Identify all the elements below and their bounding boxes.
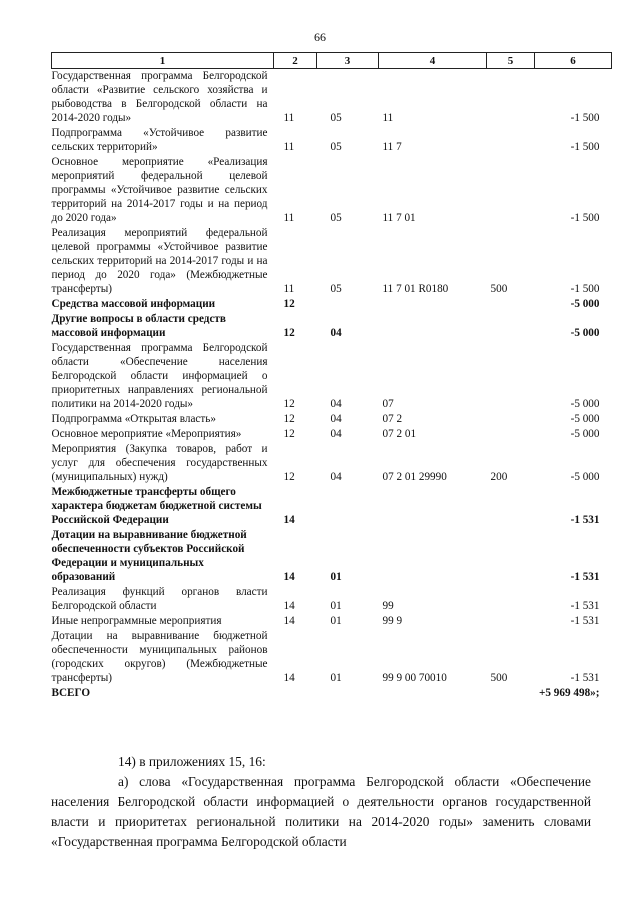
row-name-cell: Основное мероприятие «Мероприятия» xyxy=(51,428,242,440)
row-c6-cell: -5 000 xyxy=(570,327,600,339)
row-c6-cell: -5 000 xyxy=(570,298,600,310)
page-number: 66 xyxy=(314,30,326,44)
row-c3-cell: 01 xyxy=(330,600,342,612)
row-c2-cell: 12 xyxy=(283,398,295,410)
row-c4-cell: 11 xyxy=(382,112,394,124)
row-c5-cell xyxy=(487,341,535,412)
header-cell: 4 xyxy=(379,53,487,69)
row-c5-cell: 200 xyxy=(490,471,508,483)
row-c4-cell: 07 2 01 29990 xyxy=(382,471,447,483)
table-row xyxy=(52,226,612,297)
row-c3-cell: 05 xyxy=(330,283,342,295)
row-c6-cell: -1 531 xyxy=(570,514,600,526)
row-c4-cell: 07 xyxy=(382,398,394,410)
row-c3-cell: 01 xyxy=(330,615,342,627)
row-c2-cell: 14 xyxy=(283,571,295,583)
row-c5-cell xyxy=(487,69,535,127)
row-c2-cell: 12 xyxy=(283,327,295,339)
row-c4-cell xyxy=(379,686,487,701)
row-name-cell: Основное мероприятие «Реализация мероприятий федеральной целевой программы «Устойчивое развитие сельских территорий на 2014-2017 годы и на период до 2020 года» xyxy=(51,156,268,224)
row-c4-cell: 99 9 xyxy=(382,615,403,627)
row-c2-cell xyxy=(274,686,317,701)
row-c4-cell: 07 2 01 xyxy=(382,428,417,440)
paragraph-14: 14) в приложениях 15, 16: xyxy=(118,754,266,769)
row-c4-cell: 11 7 01 xyxy=(382,212,416,224)
table-row xyxy=(52,629,612,686)
row-c2-cell: 11 xyxy=(283,212,295,224)
row-c5-cell xyxy=(487,528,535,585)
row-c5-cell xyxy=(487,412,535,427)
row-c4-cell xyxy=(379,297,487,312)
row-c3-cell: 04 xyxy=(330,413,342,425)
row-c3-cell xyxy=(317,485,379,528)
row-c5-cell: 500 xyxy=(490,672,508,684)
row-c6-cell: -5 000 xyxy=(570,413,600,425)
row-c2-cell: 14 xyxy=(283,600,295,612)
row-c5-cell xyxy=(487,485,535,528)
row-c3-cell: 05 xyxy=(330,141,342,153)
row-c5-cell xyxy=(487,614,535,629)
row-c5-cell xyxy=(487,297,535,312)
row-c3-cell: 04 xyxy=(330,471,342,483)
row-c6-cell: -1 500 xyxy=(570,112,600,124)
row-c6-cell: -5 000 xyxy=(570,428,600,440)
table-row xyxy=(52,126,612,155)
row-name-cell: Дотации на выравнивание бюджетной обеспеченности субъектов Российской Федерации и муниципальных образований xyxy=(51,529,247,583)
row-c3-cell: 01 xyxy=(330,571,342,583)
row-c6-cell: -5 000 xyxy=(570,398,600,410)
row-c3-cell xyxy=(317,297,379,312)
row-c2-cell: 12 xyxy=(283,298,295,310)
row-name-cell: Государственная программа Белгородской области «Развитие сельского хозяйства и рыбоводства в Белгородской области на 2014-2020 годы» xyxy=(51,70,268,124)
table-row xyxy=(52,155,612,226)
row-c3-cell: 04 xyxy=(330,428,342,440)
row-c2-cell: 11 xyxy=(283,141,295,153)
row-c4-cell: 11 7 01 R0180 xyxy=(382,283,449,295)
row-c6-cell: -1 500 xyxy=(570,141,600,153)
row-c5-cell xyxy=(487,427,535,442)
row-c6-cell: -1 500 xyxy=(570,283,600,295)
table-row xyxy=(52,686,612,701)
row-c3-cell: 04 xyxy=(330,398,342,410)
table-row xyxy=(52,528,612,585)
row-c5-cell xyxy=(487,686,535,701)
row-c3-cell: 05 xyxy=(330,212,342,224)
row-c5-cell: 500 xyxy=(490,283,508,295)
table-row xyxy=(52,341,612,412)
table-row xyxy=(52,312,612,341)
table-row xyxy=(52,69,612,127)
row-name-cell: Другие вопросы в области средств массовой информации xyxy=(51,313,226,339)
row-name-cell: ВСЕГО xyxy=(51,687,91,699)
row-c5-cell xyxy=(487,585,535,614)
row-c3-cell xyxy=(317,686,379,701)
row-c4-cell xyxy=(379,312,487,341)
table-row xyxy=(52,585,612,614)
row-c2-cell: 12 xyxy=(283,471,295,483)
row-c5-cell xyxy=(487,155,535,226)
row-c3-cell: 05 xyxy=(330,112,342,124)
header-cell: 5 xyxy=(487,53,535,69)
table-row xyxy=(52,412,612,427)
table-row xyxy=(52,427,612,442)
row-c4-cell: 99 xyxy=(382,600,394,612)
row-name-cell: Мероприятия (Закупка товаров, работ и услуг для обеспечения государственных (муниципальных) нужд) xyxy=(51,443,268,483)
row-c6-cell: -1 531 xyxy=(570,672,600,684)
row-c2-cell: 11 xyxy=(283,112,295,124)
row-name-cell: Иные непрограммные мероприятия xyxy=(51,615,222,627)
table-header-row xyxy=(52,53,612,69)
row-c5-cell xyxy=(487,126,535,155)
row-c4-cell: 99 9 00 70010 xyxy=(382,672,447,684)
table-row xyxy=(52,442,612,485)
row-name-cell: Межбюджетные трансферты общего характера бюджетам бюджетной системы Российской Федерации xyxy=(51,486,262,526)
row-c2-cell: 14 xyxy=(283,514,295,526)
paragraph-a: а) слова «Государственная программа Белгородской области «Обеспечение населения Белгородской области информацией о деятельности органов государственной власти и приоритетах региональной политики на 2014-2020 годы» заменить словами «Государственная программа Белгородской области xyxy=(51,774,591,849)
row-c6-cell: +5 969 498»; xyxy=(539,687,600,699)
budget-table xyxy=(51,52,612,701)
row-name-cell: Дотации на выравнивание бюджетной обеспеченности муниципальных районов (городских округов) (Межбюджетные трансферты) xyxy=(51,630,268,684)
table-row xyxy=(52,297,612,312)
row-c4-cell: 07 2 xyxy=(382,413,403,425)
row-c6-cell: -1 531 xyxy=(570,615,600,627)
table-row xyxy=(52,614,612,629)
table-row xyxy=(52,485,612,528)
row-name-cell: Реализация функций органов власти Белгородской области xyxy=(51,586,268,612)
row-name-cell: Подпрограмма «Открытая власть» xyxy=(51,413,216,425)
row-c6-cell: -1 531 xyxy=(570,571,600,583)
row-c4-cell xyxy=(379,528,487,585)
header-cell: 2 xyxy=(274,53,317,69)
row-c2-cell: 14 xyxy=(283,672,295,684)
row-c2-cell: 11 xyxy=(283,283,295,295)
row-name-cell: Подпрограмма «Устойчивое развитие сельских территорий» xyxy=(51,127,268,153)
header-cell: 6 xyxy=(535,53,612,69)
row-c6-cell: -1 500 xyxy=(570,212,600,224)
row-c6-cell: -1 531 xyxy=(570,600,600,612)
row-c2-cell: 12 xyxy=(283,428,295,440)
row-name-cell: Реализация мероприятий федеральной целевой программы «Устойчивое развитие сельских территорий на 2014-2017 годы и на период до 2020 года» (Межбюджетные трансферты) xyxy=(51,227,268,295)
header-cell: 1 xyxy=(52,53,274,69)
row-name-cell: Средства массовой информации xyxy=(51,298,216,310)
row-c4-cell xyxy=(379,485,487,528)
row-c5-cell xyxy=(487,312,535,341)
header-cell: 3 xyxy=(317,53,379,69)
row-c2-cell: 14 xyxy=(283,615,295,627)
row-c3-cell: 01 xyxy=(330,672,342,684)
row-c6-cell: -5 000 xyxy=(570,471,600,483)
row-name-cell: Государственная программа Белгородской области «Обеспечение населения Белгородской области информацией о приоритетных направлениях региональной политики на 2014-2020 годы» xyxy=(51,342,268,410)
row-c4-cell: 11 7 xyxy=(382,141,402,153)
row-c3-cell: 04 xyxy=(330,327,342,339)
row-c2-cell: 12 xyxy=(283,413,295,425)
